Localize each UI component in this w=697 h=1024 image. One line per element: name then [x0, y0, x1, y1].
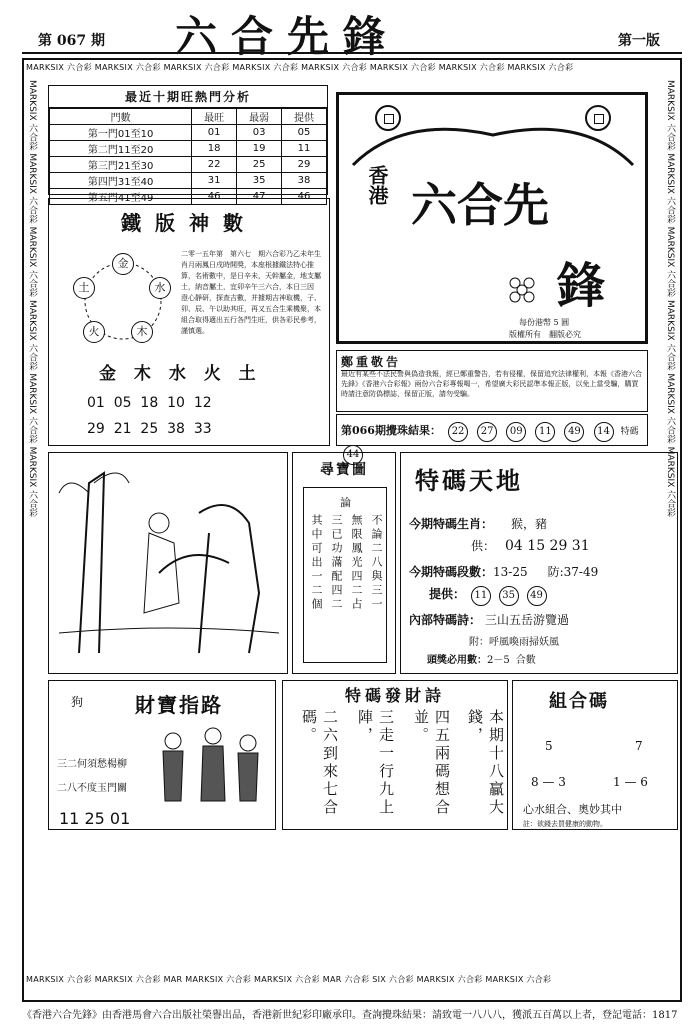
- horse-illustration-panel: [48, 452, 288, 674]
- treasure-line: 無限鳳光四二占: [350, 514, 363, 612]
- tema-line: 供： 04 15 29 31: [471, 538, 590, 554]
- notice-text: 最近有某些不法民營與偽造我報，經已鄭重警告，若有侵權，保留追究法律權利，本報《香港六合先鋒》《香港六合彩報》兩份六合彩專報喝一，希望廣大彩民認準本報正版，以免上當受騙，購買時請注意防偽標誌，保留正版，請勿受騙。: [341, 370, 642, 398]
- stats-cell: 46: [192, 189, 237, 205]
- result-ball: 11: [535, 422, 555, 442]
- header-rule: [22, 52, 682, 54]
- treasure-box: [303, 487, 387, 663]
- stats-row: [50, 125, 327, 141]
- stats-table: [49, 108, 327, 205]
- combo-note-2: 註：欲錢去買健康的動物。: [523, 820, 607, 828]
- tiebanshen-numbers-2: 29 21 25 38 33: [87, 421, 212, 437]
- poem-title: 特碼發財詩: [344, 686, 445, 705]
- caibao-label: 狗: [71, 695, 84, 709]
- result-ball: 14: [594, 422, 614, 442]
- caibao-panel: [48, 680, 276, 830]
- tema-line: 頭獎必用數：2－5 合數: [427, 655, 536, 666]
- element-metal: 金: [112, 253, 134, 275]
- result-panel: [336, 414, 648, 460]
- stats-header: 最旺: [192, 109, 237, 125]
- stats-header: 最弱: [237, 109, 282, 125]
- tema-line: 今期特碼段數：13-25 防:37-49: [409, 565, 599, 579]
- edition-label: 第一版: [618, 33, 660, 49]
- tema-title: 特碼天地: [415, 466, 523, 495]
- stats-cell: 22: [192, 157, 237, 173]
- caibao-title: 財寶指路: [135, 693, 223, 717]
- caibao-numbers: 11 25 01: [59, 809, 131, 828]
- stats-header: 門數: [50, 109, 192, 125]
- stats-cell: 46: [282, 189, 327, 205]
- poem-panel: [282, 680, 508, 830]
- caibao-line-1: 三二何須愁楊柳: [57, 759, 127, 770]
- bottom-border-text: MARKSIX 六合彩 MARKSIX 六合彩 MAR MARKSIX 六合彩 MARKSIX 六合彩 MAR 六合彩 SIX 六合彩 MARKSIX 六合彩 MARKSIX 六合彩: [26, 975, 552, 984]
- element-earth: 土: [73, 277, 95, 299]
- element-row: 金 木 水 火 土: [99, 364, 262, 384]
- issue-number: 第 067 期: [38, 33, 105, 49]
- stats-cell: 47: [237, 189, 282, 205]
- footer-text: 《香港六合先鋒》由香港馬會六合出版社榮譽出品，香港新世紀彩印廠承印。查詢攪珠結果：請致電一八八八，獲派五百萬以上者，登記電話：1817: [22, 1010, 678, 1021]
- people-illustration: [153, 721, 273, 811]
- poem-column: 四五兩碼想合並。: [412, 709, 451, 817]
- tiebanshen-numbers-1: 01 05 18 10 12: [87, 395, 212, 411]
- tiebanshen-text: 二零一五年第 第六七 期六合彩乃乙未年生肖月兩鳳日戌時開獎，本座根據鐵法特心推算，名術數中，是日辛未，天幹屬金，地支屬土，納音屬土，宜卯辛午三六合，本日三因 澄心靜研，探查吉數，并據期吉神取機，子、卯、辰、午以助其旺，再又五合生乘機聚，本組合取得適出五行各門生旺，供各彩民參考，謹慎選。: [181, 250, 321, 335]
- combo-right-top: 7: [635, 739, 643, 753]
- special-label: 特碼: [620, 427, 639, 437]
- stats-header: 提供: [282, 109, 327, 125]
- top-border-text: MARKSIX 六合彩 MARKSIX 六合彩 MARKSIX 六合彩 MARKSIX 六合彩 MARKSIX 六合彩 MARKSIX 六合彩 MARKSIX 六合彩 MARKSIX 六合彩: [26, 63, 574, 72]
- stats-cell: 01: [192, 125, 237, 141]
- promo-main-title: 六合先: [411, 178, 549, 232]
- stats-row: [50, 173, 327, 189]
- combo-left-bottom: 8 — 3: [531, 775, 566, 789]
- treasure-line: 其中可出一二個: [310, 514, 323, 612]
- stats-row: [50, 141, 327, 157]
- tema-ball: 49: [527, 586, 547, 606]
- result-ball: 27: [477, 422, 497, 442]
- combo-panel: [512, 680, 678, 830]
- stats-title: 最近十期旺熱門分析: [49, 86, 327, 108]
- special-ball: 44: [343, 445, 363, 465]
- stats-cell: 31: [192, 173, 237, 189]
- caibao-line-2: 二八不度玉門關: [57, 783, 127, 794]
- treasure-head: 論: [340, 496, 351, 509]
- stats-cell: 25: [237, 157, 282, 173]
- promo-sub-title: 鋒: [557, 258, 606, 314]
- result-ball: 49: [564, 422, 584, 442]
- promo-region: 香港: [365, 165, 389, 205]
- stats-cell: 03: [237, 125, 282, 141]
- tema-line: 提供： 11 35 49: [429, 585, 549, 606]
- stats-cell: 11: [282, 141, 327, 157]
- stats-panel: [48, 85, 328, 204]
- element-fire: 火: [83, 321, 105, 343]
- tema-line: 內部特碼詩： 三山五岳游覽過: [409, 613, 570, 627]
- tiebanshen-panel: [48, 198, 330, 446]
- promo-panel: [336, 92, 648, 344]
- stats-cell: 29: [282, 157, 327, 173]
- stats-row: [50, 157, 327, 173]
- combo-right-bottom: 1 — 6: [613, 775, 648, 789]
- treasure-line: 不論二八與三一: [370, 514, 383, 612]
- promo-price: 每份港幣 5 圓: [519, 318, 570, 327]
- treasure-title: 尋寶圖: [320, 462, 368, 478]
- result-ball: 22: [448, 422, 468, 442]
- poem-column: 二六到來七合碼。: [300, 709, 339, 817]
- elements-diagram: [69, 251, 177, 351]
- tema-ball: 11: [471, 586, 491, 606]
- stats-cell: 第四門31至40: [50, 173, 192, 189]
- notice-panel: [336, 350, 648, 412]
- stats-cell: 第三門21至30: [50, 157, 192, 173]
- tiebanshen-title: 鐵版神數: [121, 211, 257, 235]
- stats-cell: 18: [192, 141, 237, 157]
- stats-cell: 38: [282, 173, 327, 189]
- poem-column: 三走一行九上陣，: [356, 709, 395, 817]
- stats-cell: 第五門41至49: [50, 189, 192, 205]
- tema-line: 附：呼風喚雨掃妖風: [469, 637, 559, 648]
- poem-column: 本期十八贏大錢，: [466, 709, 505, 817]
- tema-ball: 35: [499, 586, 519, 606]
- tema-panel: [400, 452, 678, 674]
- tema-line: 今期特碼生肖： 猴，豬: [409, 517, 548, 531]
- stats-cell: 第一門01至10: [50, 125, 192, 141]
- stats-cell: 05: [282, 125, 327, 141]
- masthead-title: 六合先鋒: [175, 12, 400, 61]
- horse-rider-illustration: [49, 453, 285, 671]
- treasure-line: 三已功滿配四二: [330, 514, 343, 612]
- stats-header-row: [50, 109, 327, 125]
- stats-cell: 19: [237, 141, 282, 157]
- treasure-panel: [292, 452, 396, 674]
- combo-note: 心水組合、奧妙其中: [523, 803, 622, 816]
- stats-cell: 35: [237, 173, 282, 189]
- lottery-balls-icon: [505, 273, 545, 313]
- combo-left-top: 5: [545, 739, 553, 753]
- stats-cell: 第二門11至20: [50, 141, 192, 157]
- result-label: 第066期攪珠結果：: [341, 424, 441, 437]
- element-wood: 木: [131, 321, 153, 343]
- result-ball: 09: [506, 422, 526, 442]
- notice-title: 鄭重敬告: [341, 355, 402, 369]
- combo-title: 組合碼: [549, 691, 609, 712]
- left-border-text: MARKSIX 六合彩 MARKSIX 六合彩 MARKSIX 六合彩 MARKSIX 六合彩 MARKSIX 六合彩 MARKSIX 六合彩: [27, 80, 37, 518]
- element-water: 水: [149, 277, 171, 299]
- right-border-text: MARKSIX 六合彩 MARKSIX 六合彩 MARKSIX 六合彩 MARKSIX 六合彩 MARKSIX 六合彩 MARKSIX 六合彩: [665, 80, 675, 518]
- promo-copyright: 版權所有 翻版必究: [509, 330, 581, 339]
